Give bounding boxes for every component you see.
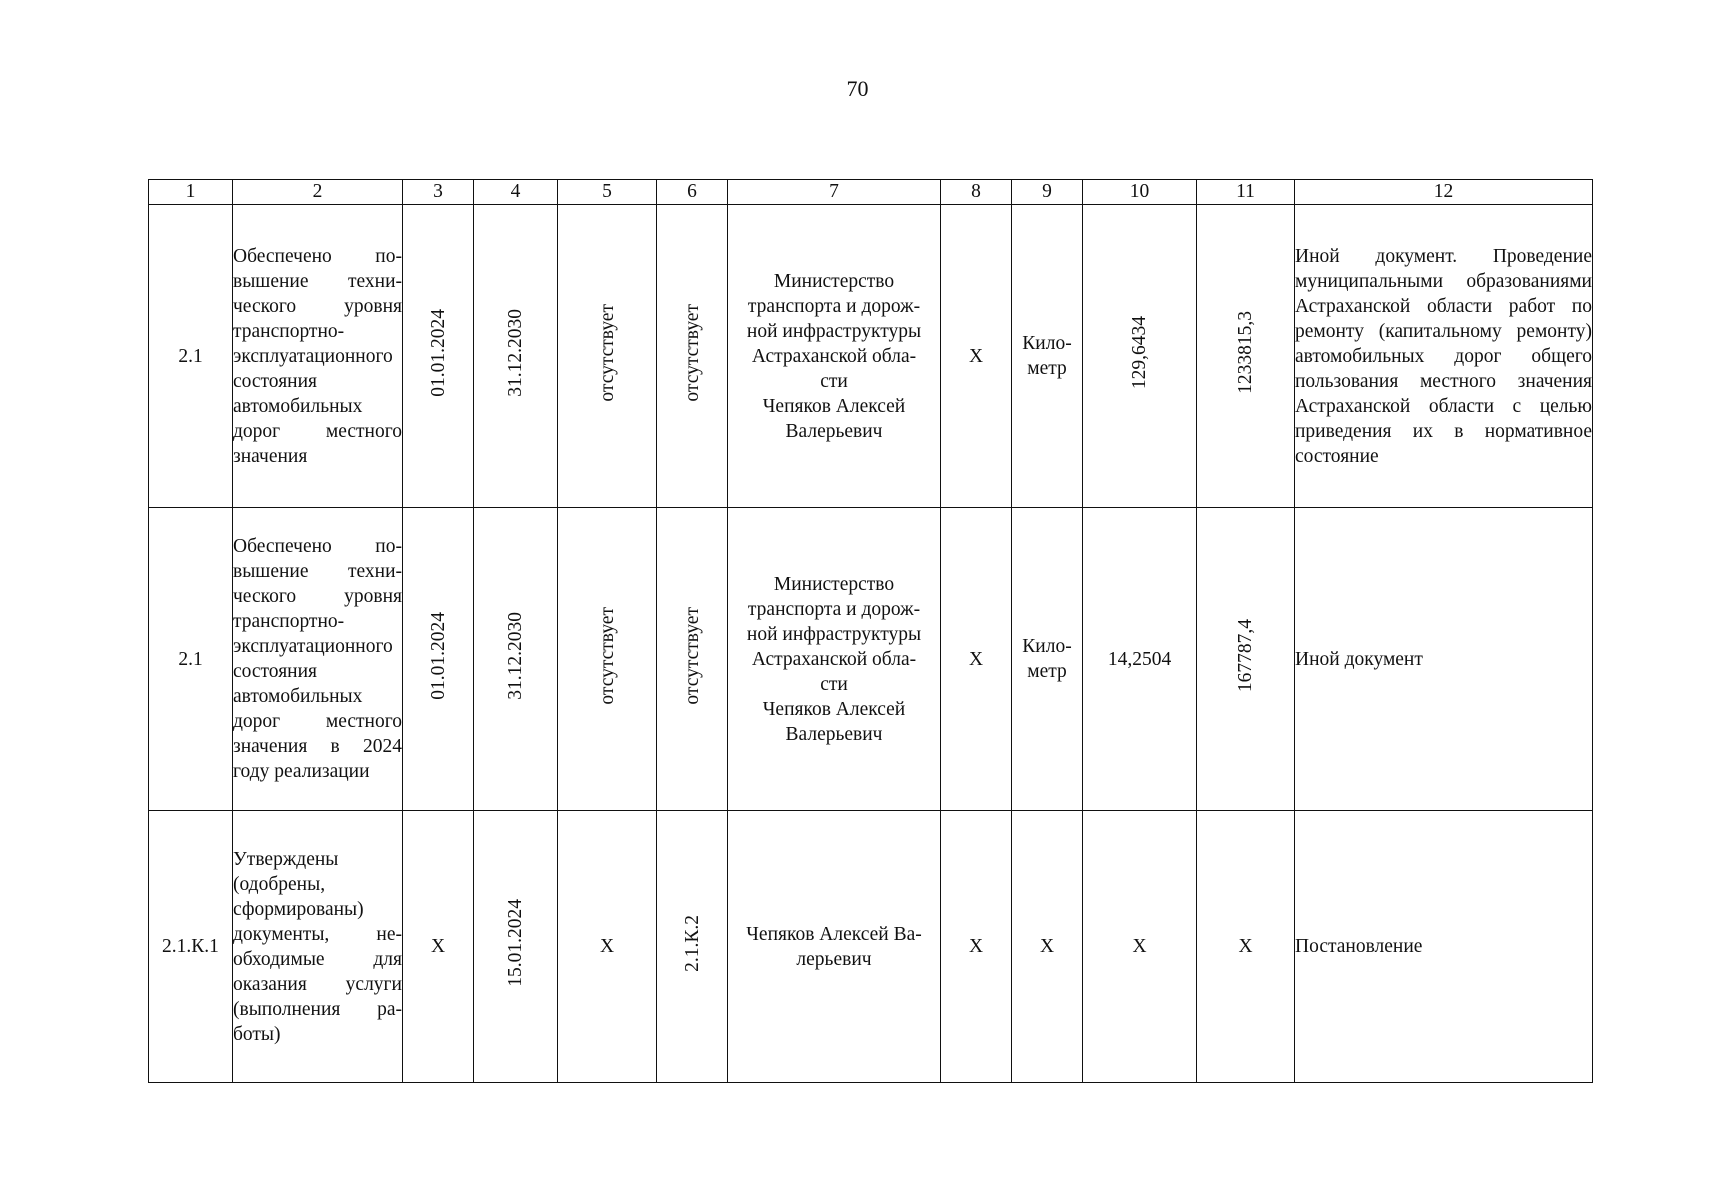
start-date-cell	[403, 205, 474, 508]
row-number: 2.1	[149, 205, 233, 508]
col5-cell	[558, 508, 657, 811]
col6-cell	[657, 205, 728, 508]
col8-value: X	[941, 205, 1012, 508]
header-row	[149, 180, 1593, 205]
unit: Кило- метр	[1012, 205, 1083, 508]
column-header: 8	[941, 180, 1012, 205]
column-header: 3	[403, 180, 474, 205]
col11-value: 167787,4	[1235, 618, 1256, 693]
row-number: 2.1.К.1	[149, 811, 233, 1083]
col10-value: 129,6434	[1129, 315, 1150, 390]
responsible: Чепяков Алексей Ва- лерьевич	[728, 811, 941, 1083]
col8-value: X	[941, 508, 1012, 811]
document-type: Иной документ	[1295, 508, 1593, 811]
column-header: 12	[1295, 180, 1593, 205]
col8-value: X	[941, 811, 1012, 1083]
col6-value: отсутствует	[681, 303, 703, 402]
document-type: Постановление	[1295, 811, 1593, 1083]
col5-value: X	[558, 811, 657, 1083]
column-header: 10	[1083, 180, 1197, 205]
start-date: 01.01.2024	[427, 308, 449, 397]
column-header: 7	[728, 180, 941, 205]
column-header: 9	[1012, 180, 1083, 205]
col10-value: X	[1083, 811, 1197, 1083]
end-date-cell	[474, 205, 558, 508]
document-type: Иной документ. Проведение муниципальными образованиями Астраханской области работ по ремонту (капитальному ремонту) автомобильных дорог общего пользования местного значения Астраханской области с целью приведения их в нормативное состояние	[1295, 205, 1593, 508]
col6-value: отсутствует	[681, 606, 703, 705]
responsible: Министерство транспорта и дорож- ной инфраструктуры Астраханской обла- сти Чепяков Алексей Валерьевич	[728, 508, 941, 811]
col6-value: 2.1.К.2	[681, 914, 703, 972]
measures-table	[148, 179, 1593, 1083]
col10-value: 14,2504	[1083, 508, 1197, 811]
result-description: Утверждены (одобрены, сформированы) документы, необходимые для оказания услуги (выполнения работы)	[233, 811, 403, 1083]
column-header: 2	[233, 180, 403, 205]
page-number: 70	[846, 76, 869, 101]
col10-cell	[1083, 205, 1197, 508]
result-description: Обеспечено повышение технического уровня транспортно-эксплуатационного состояния автомобильных дорог местного значения	[233, 205, 403, 508]
col11-value: X	[1197, 811, 1295, 1083]
end-date: 15.01.2024	[505, 899, 526, 987]
col6-cell	[657, 811, 728, 1083]
unit: Кило- метр	[1012, 508, 1083, 811]
responsible: Министерство транспорта и дорож- ной инфраструктуры Астраханской обла- сти Чепяков Алексей Валерьевич	[728, 205, 941, 508]
col11-cell	[1197, 205, 1295, 508]
table-row	[149, 205, 1593, 508]
col6-cell	[657, 508, 728, 811]
column-header: 11	[1197, 180, 1295, 205]
column-header: 4	[474, 180, 558, 205]
result-description: Обеспечено повышение технического уровня транспортно-эксплуатационного состояния автомобильных дорог местного значения в 2024 году реализации	[233, 508, 403, 811]
end-date: 31.12.2030	[505, 308, 526, 397]
col5-value: отсутствует	[596, 303, 618, 402]
row-number: 2.1	[149, 508, 233, 811]
table-row	[149, 508, 1593, 811]
start-date: 01.01.2024	[427, 611, 449, 700]
end-date-cell	[474, 508, 558, 811]
end-date-cell	[474, 811, 558, 1083]
column-header: 1	[149, 180, 233, 205]
column-header: 6	[657, 180, 728, 205]
col5-cell	[558, 205, 657, 508]
col11-cell	[1197, 508, 1295, 811]
column-header: 5	[558, 180, 657, 205]
col3-value: X	[403, 811, 474, 1083]
col5-value: отсутствует	[596, 606, 618, 705]
start-date-cell	[403, 508, 474, 811]
end-date: 31.12.2030	[505, 611, 526, 700]
col9-value: X	[1012, 811, 1083, 1083]
col11-value: 1233815,3	[1235, 311, 1256, 394]
table-row	[149, 811, 1593, 1083]
